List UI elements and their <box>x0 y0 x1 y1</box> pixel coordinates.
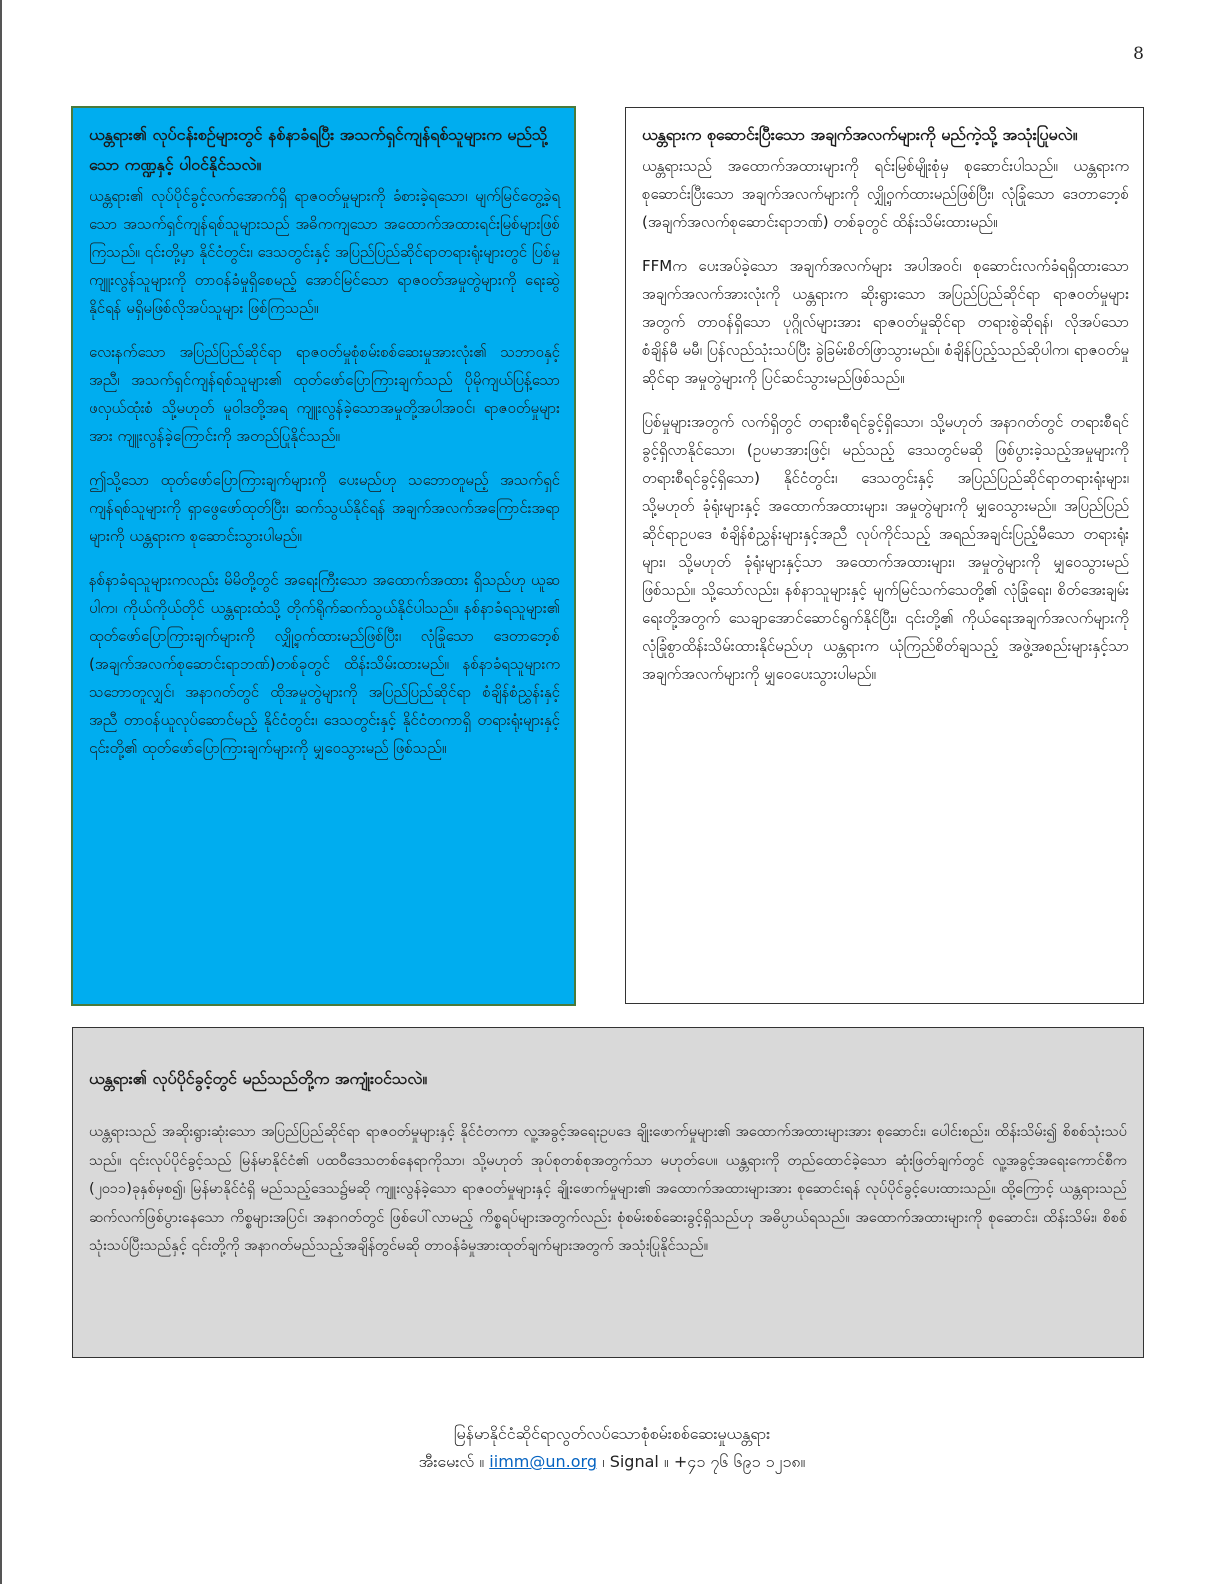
footer-signal-number: +၄၁ ၇၆ ၆၉၁ ၁၂၁၈။ <box>673 1452 806 1471</box>
page-number: 8 <box>1133 44 1144 64</box>
footer-email-link[interactable]: iimm@un.org <box>489 1452 597 1471</box>
survivors-role-paragraph-2: လေးနက်သော အပြည်ပြည်ဆိုင်ရာ ရာဇဝတ်မှုစုံစမ်းစစ်ဆေးမှုအားလုံး၏ သဘာဝနှင့်အညီ၊ အသက်ရှင်ကျန်ရစ်သူများ၏ ထုတ်ဖော်ပြောကြားချက်သည် ပိုမိုကျယ်ပြန့်သော ဖလှယ်ထုံးစံ သို့မဟုတ် မူဝါဒတို့အရ ကျူးလွန်ခဲ့သောအမှုတို့အပါအဝင်၊ ရာဇဝတ်မှုများအား ကျူးလွန်ခဲ့ကြောင်းကို အတည်ပြုနိုင်သည်။ <box>89 343 560 445</box>
information-use-box <box>625 107 1144 1004</box>
information-use-paragraph-2: FFMက ပေးအပ်ခဲ့သော အချက်အလက်များ အပါအဝင်၊ စုဆောင်းလက်ခံရရှိထားသော အချက်အလက်အားလုံးကို ယန္တရားက ဆိုးရွားသော အပြည်ပြည်ဆိုင်ရာ ရာဇဝတ်မှုများအတွက် တာဝန်ရှိသော ပုဂ္ဂိုလ်များအား ရာဇဝတ်မှုဆိုင်ရာ တရားစွဲဆိုရန်၊ လိုအပ်သော စံချိန်မီ မမီ၊ ပြန်လည်သုံးသပ်ပြီး ခွဲခြမ်းစိတ်ဖြာသွားမည်။ စံချိန်ပြည့်သည်ဆိုပါက၊ ရာဇဝတ်မှုဆိုင်ရာ အမှုတွဲများကို ပြင်ဆင်သွားမည်ဖြစ်သည်။ <box>642 257 1129 387</box>
information-use-paragraph-3: ပြစ်မှုများအတွက် လက်ရှိတွင် တရားစီရင်ခွင့်ရှိသော၊ သို့မဟုတ် အနာဂတ်တွင် တရားစီရင်ခွင့်ရှိလာနိုင်သော၊ (ဥပမာအားဖြင့်၊ မည်သည့် ဒေသတွင်မဆို ဖြစ်ပွားခဲ့သည့်အမှုများကို တရားစီရင်ခွင့်ရှိသော) နိုင်ငံတွင်း၊ ဒေသတွင်းနှင့် အပြည်ပြည်ဆိုင်ရာတရားရုံးများ၊ သို့မဟုတ် ခုံရုံးများနှင့် အထောက်အထားများ၊ အမှုတွဲများကို မျှဝေသွားမည်။ အပြည်ပြည်ဆိုင်ရာဥပဒေ စံချိန်စံညွှန်းများနှင့်အညီ လုပ်ကိုင်သည့် အရည်အချင်းပြည့်မီသော တရားရုံးများ၊ သို့မဟုတ် ခုံရုံးများနှင့်သာ အထောက်အထားများ၊ အမှုတွဲများကို မျှဝေသွားမည်ဖြစ်သည်။ သို့သော်လည်း၊ နစ်နာသူများနှင့် မျက်မြင်သက်သေတို့၏ လုံခြုံရေး၊ စိတ်အေးချမ်းရေးတို့အတွက် သေချာအောင်ဆောင်ရွက်နိုင်ပြီး၊ ၎င်းတို့၏ ကိုယ်ရေးအချက်အလက်များကို လုံခြုံစွာထိန်းသိမ်းထားနိုင်မည်ဟု ယန္တရားက ယုံကြည်စိတ်ချသည့် အဖွဲ့အစည်းများနှင့်သာ အချက်အလက်များကို မျှဝေပေးသွားပါမည်။ <box>642 413 1129 683</box>
footer-signal-label: Signal ။ <box>609 1452 669 1471</box>
footer-email-label: အီးမေးလ် ။ <box>418 1452 485 1471</box>
mandate-paragraph: ယန္တရားသည် အဆိုးရွားဆုံးသော အပြည်ပြည်ဆိုင်ရာ ရာဇဝတ်မှုများနှင့် နိုင်ငံတကာ လူ့အခွင့်အရေးဥပဒေ ချိုးဖောက်မှုများ၏ အထောက်အထားများအား စုဆောင်း၊ ပေါင်းစည်း၊ ထိန်းသိမ်း၍ စိစစ်သုံးသပ်သည်။ ၎င်းလုပ်ပိုင်ခွင့်သည် မြန်မာနိုင်ငံ၏ ပထဝီဒေသတစ်နေရာကိုသာ၊ သို့မဟုတ် အုပ်စုတစ်စုအတွက်သာ မဟုတ်ပေ။ ယန္တရားကို တည်ထောင်ခဲ့သော ဆုံးဖြတ်ချက်တွင် လူ့အခွင့်အရေးကောင်စီက (၂၀၁၁)ခုနှစ်မှစ၍၊ မြန်မာနိုင်ငံရှိ မည်သည့်ဒေသ၌မဆို ကျူးလွန်ခဲ့သော ရာဇဝတ်မှုများနှင့် ချိုးဖောက်မှုများ၏ အထောက်အထားများအား စုဆောင်းရန် လုပ်ပိုင်ခွင့်ပေးထားသည်။ ထို့ကြောင့် ယန္တရားသည် ဆက်လက်ဖြစ်ပွားနေသော ကိစ္စများအပြင်၊ အနာဂတ်တွင် ဖြစ်ပေါ်လာမည့် ကိစ္စရပ်များအတွက်လည်း စုံစမ်းစစ်ဆေးခွင့်ရှိသည်ဟု အဓိပ္ပာယ်ရသည်။ အထောက်အထားများကို စုဆောင်း၊ ထိန်းသိမ်း၊ စိစစ်သုံးသပ်ပြီးသည်နှင့် ၎င်းတို့ကို အနာဂတ်မည်သည့်အချိန်တွင်မဆို တာဝန်ခံမှုအားထုတ်ချက်များအတွက် အသုံးပြုနိုင်သည်။ <box>89 1124 1127 1254</box>
survivors-role-paragraph-3: ဤသို့သော ထုတ်ဖော်ပြောကြားချက်များကို ပေးမည်ဟု သဘောတူမည့် အသက်ရှင်ကျန်ရစ်သူများကို ရှာဖွေဖော်ထုတ်ပြီး၊ ဆက်သွယ်နိုင်ရန် အချက်အလက်အကြောင်းအရာများကို ယန္တရားက စုဆောင်းသွားပါမည်။ <box>89 471 560 545</box>
information-use-paragraph-1: ယန္တရားသည် အထောက်အထားများကို ရင်းမြစ်မျိုးစုံမှ စုဆောင်းပါသည်။ ယန္တရားက စုဆောင်းပြီးသော အချက်အလက်များကို လျှို့ဝှက်ထားမည်ဖြစ်ပြီး၊ လုံခြုံသော ဒေတာဘေ့စ် (အချက်အလက်စုဆောင်းရာဘဏ်) တစ်ခုတွင် ထိန်းသိမ်းထားမည်။ <box>642 157 1129 231</box>
information-use-heading: ယန္တရားက စုဆောင်းပြီးသော အချက်အလက်များကို မည်ကဲ့သို့ အသုံးပြုမလဲ။ <box>642 125 1078 144</box>
survivors-role-heading: ယန္တရား၏ လုပ်ငန်းစဉ်များတွင် နစ်နာခံရပြီး အသက်ရှင်ကျန်ရစ်သူများက မည်သို့သော ကဏ္ဍနှင့် ပါဝင်နိုင်သလဲ။ <box>89 125 548 174</box>
page-footer <box>0 1420 1224 1476</box>
footer-separator: ၊ <box>602 1452 605 1471</box>
mandate-box <box>72 1027 1144 1358</box>
mandate-heading: ယန္တရား၏ လုပ်ပိုင်ခွင့်တွင် မည်သည်တို့က အကျုံးဝင်သလဲ။ <box>89 1069 428 1088</box>
footer-contact-line <box>0 1448 1224 1476</box>
survivors-role-box <box>71 106 576 1006</box>
survivors-role-paragraph-1: ယန္တရား၏ လုပ်ပိုင်ခွင့်လက်အောက်ရှိ ရာဇဝတ်မှုများကို ခံစားခဲ့ရသော၊ မျက်မြင်တွေ့ခဲ့ရသော အသက်ရှင်ကျန်ရစ်သူများသည် အဓိကကျသော အထောက်အထားရင်းမြစ်များဖြစ်ကြသည်။ ၎င်းတို့မှာ နိုင်ငံတွင်း၊ ဒေသတွင်းနှင့် အပြည်ပြည်ဆိုင်ရာတရားရုံးများတွင် ပြစ်မှုကျူးလွန်သူများကို တာဝန်ခံမှုရှိစေမည့် အောင်မြင်သော ရာဇဝတ်အမှုတွဲများကို ရေးဆွဲနိုင်ရန် မရှိမဖြစ်လိုအပ်သူများ ဖြစ်ကြသည်။ <box>89 187 560 317</box>
survivors-role-paragraph-4: နစ်နာခံရသူများကလည်း မိမိတို့တွင် အရေးကြီးသော အထောက်အထား ရှိသည်ဟု ယူဆပါက၊ ကိုယ်ကိုယ်တိုင် ယန္တရားထံသို့ တိုက်ရိုက်ဆက်သွယ်နိုင်ပါသည်။ နစ်နာခံရသူများ၏ ထုတ်ဖော်ပြောကြားချက်များကို လျှို့ဝှက်ထားမည်ဖြစ်ပြီး၊ လုံခြုံသော ဒေတာဘေ့စ် (အချက်အလက်စုဆောင်းရာဘဏ်)တစ်ခုတွင် ထိန်းသိမ်းထားမည်။ နစ်နာခံရသူများက သဘောတူလျှင်၊ အနာဂတ်တွင် ထိုအမှုတွဲများကို အပြည်ပြည်ဆိုင်ရာ စံချိန်စံညွှန်းနှင့်အညီ တာဝန်ယူလုပ်ဆောင်မည့် နိုင်ငံတွင်း၊ ဒေသတွင်းနှင့် နိုင်ငံတကာရှိ တရားရုံးများနှင့် ၎င်းတို့၏ ထုတ်ဖော်ပြောကြားချက်များကို မျှဝေသွားမည် ဖြစ်သည်။ <box>89 571 560 757</box>
page-left-edge <box>0 0 2 1584</box>
footer-org-name: မြန်မာနိုင်ငံဆိုင်ရာလွတ်လပ်သောစုံစမ်းစစ်ဆေးမှုယန္တရား <box>453 1424 771 1443</box>
